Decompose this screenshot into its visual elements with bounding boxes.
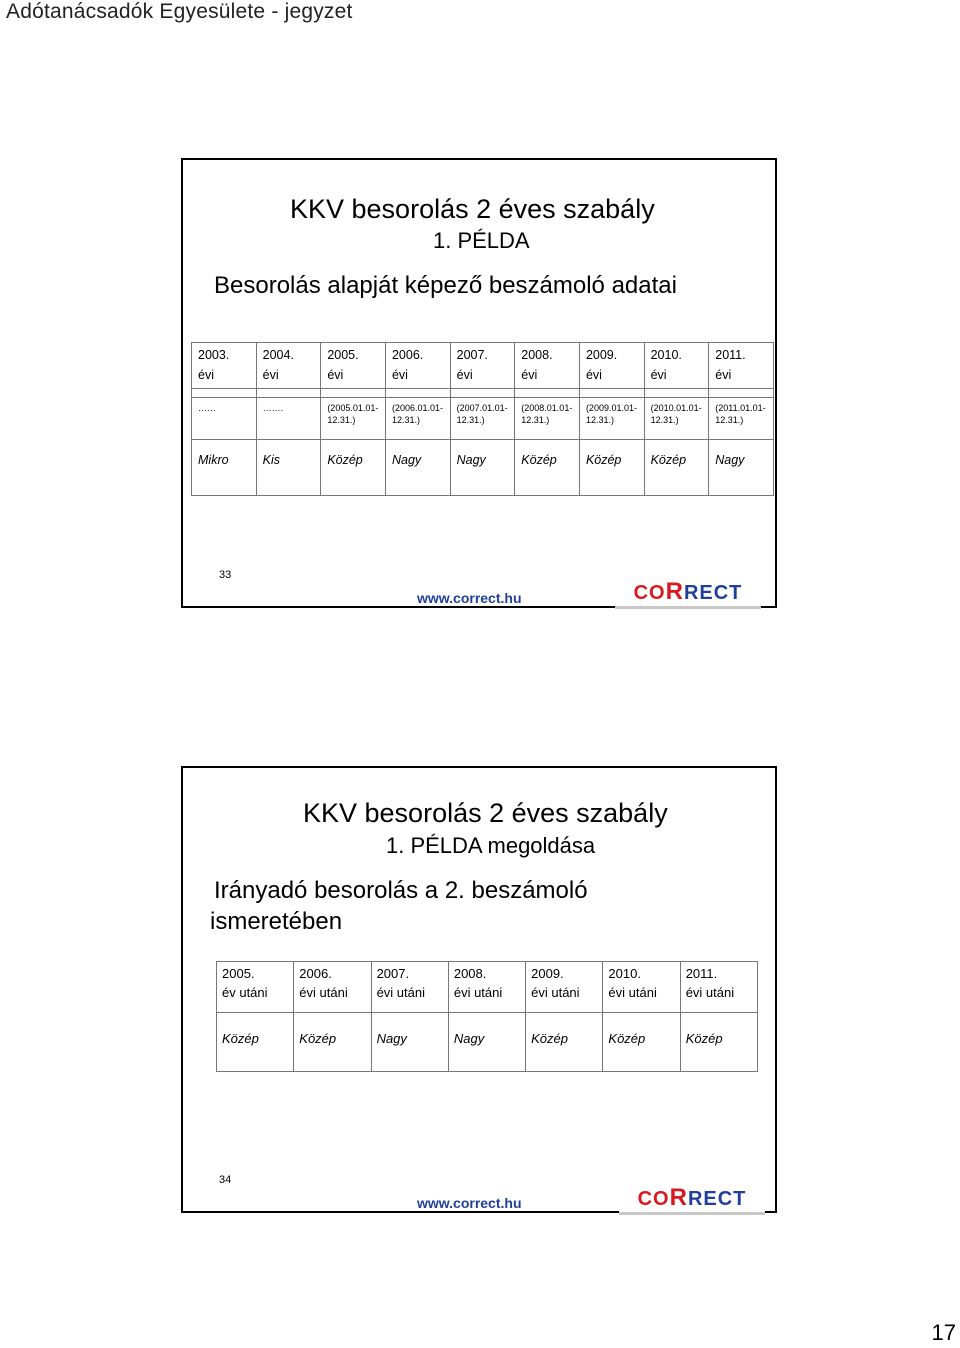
class-cell: Közép [294, 1013, 371, 1072]
year-cell: 2007. évi [450, 343, 515, 389]
slide-subtitle: 1. PÉLDA megoldása [386, 833, 596, 858]
class-cell: Közép [680, 1013, 757, 1072]
year-cell: 2006. évi [385, 343, 450, 389]
page-number: 17 [931, 1320, 956, 1345]
slide-title: KKV besorolás 2 éves szabály [290, 194, 655, 224]
correct-logo: CORRECT [615, 578, 761, 609]
period-cell: (2005.01.01- 12.31.) [321, 398, 386, 440]
year-cell: 2007. évi utáni [371, 962, 448, 1013]
class-cell: Közép [321, 439, 386, 495]
slide-34 [181, 766, 777, 1213]
year-cell: 2006. évi utáni [294, 962, 371, 1013]
year-cell: 2011. évi [709, 343, 774, 389]
year-cell: 2009. évi [579, 343, 644, 389]
year-cell: 2009. évi utáni [526, 962, 603, 1013]
class-cell: Közép [515, 439, 580, 495]
year-cell: 2005. év utáni [217, 962, 294, 1013]
year-cell: 2004. évi [256, 343, 321, 389]
period-cell: (2011.01.01- 12.31.) [709, 398, 774, 440]
year-cell: 2008. évi [515, 343, 580, 389]
period-cell: (2006.01.01- 12.31.) [385, 398, 450, 440]
slide-heading: Besorolás alapját képező beszámoló adatai [214, 272, 677, 299]
slide-heading-line1: Irányadó besorolás a 2. beszámoló [214, 877, 588, 904]
period-cell: (2007.01.01- 12.31.) [450, 398, 515, 440]
period-cell: (2009.01.01- 12.31.) [579, 398, 644, 440]
class-cell: Közép [644, 439, 709, 495]
slide-title: KKV besorolás 2 éves szabály [303, 798, 668, 828]
footer-url[interactable]: www.correct.hu [417, 1195, 522, 1211]
resolution-table [216, 961, 758, 1072]
class-cell: Nagy [385, 439, 450, 495]
period-cell: (2008.01.01- 12.31.) [515, 398, 580, 440]
year-cell: 2010. évi utáni [603, 962, 680, 1013]
footer-url[interactable]: www.correct.hu [417, 590, 522, 606]
classification-data-table [191, 342, 774, 496]
document-header: Adótanácsadók Egyesülete - jegyzet [6, 0, 353, 23]
year-cell: 2010. évi [644, 343, 709, 389]
class-cell: Nagy [450, 439, 515, 495]
period-cell: (2010.01.01- 12.31.) [644, 398, 709, 440]
period-cell: ……. [256, 398, 321, 440]
slide-number: 33 [219, 569, 232, 581]
year-cell: 2011. évi utáni [680, 962, 757, 1013]
class-cell: Közép [217, 1013, 294, 1072]
year-cell: 2008. évi utáni [448, 962, 525, 1013]
class-cell: Közép [526, 1013, 603, 1072]
class-cell: Mikro [192, 439, 257, 495]
class-cell: Kis [256, 439, 321, 495]
year-cell: 2003. évi [192, 343, 257, 389]
slide-33 [181, 158, 777, 608]
year-cell: 2005. évi [321, 343, 386, 389]
correct-logo: CORRECT [619, 1184, 765, 1215]
class-cell: Nagy [371, 1013, 448, 1072]
slide-heading-line2: ismeretében [210, 908, 343, 935]
period-cell: …… [192, 398, 257, 440]
class-cell: Közép [603, 1013, 680, 1072]
slide-number: 34 [219, 1174, 232, 1186]
class-cell: Nagy [709, 439, 774, 495]
class-cell: Nagy [448, 1013, 525, 1072]
class-cell: Közép [579, 439, 644, 495]
slide-subtitle: 1. PÉLDA [433, 228, 530, 253]
